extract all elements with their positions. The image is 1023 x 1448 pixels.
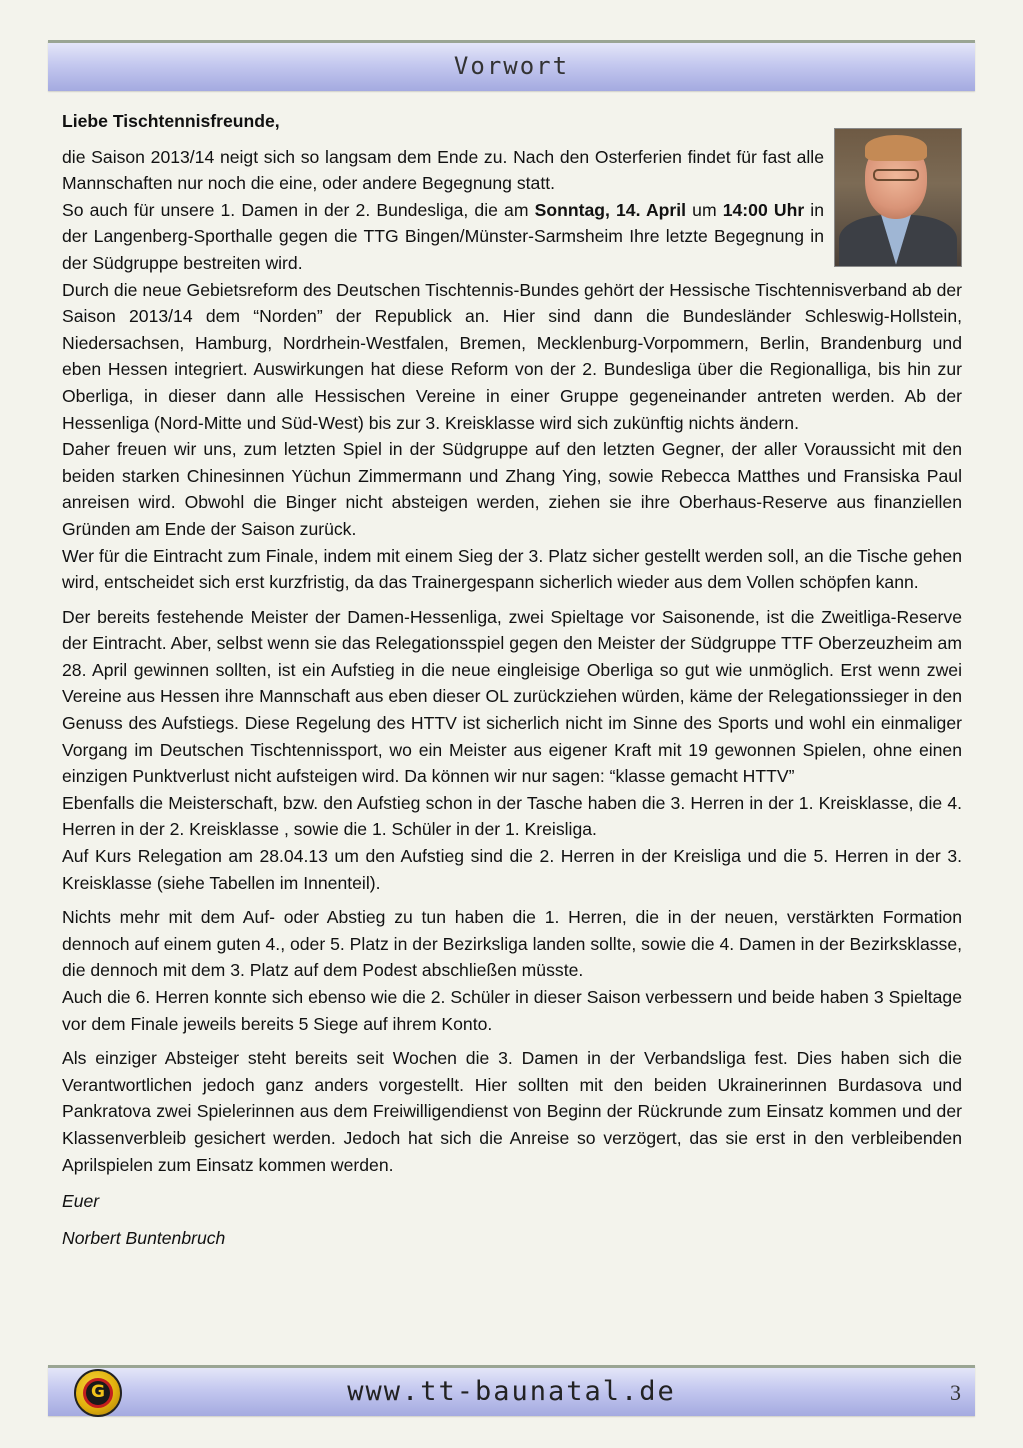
greeting: Liebe Tischtennisfreunde,	[62, 111, 280, 131]
paragraph-relegated: Als einziger Absteiger steht bereits seit Wochen die 3. Damen in der Verbandsliga fest. Dies haben sich die Verantwortlichen jedoch ganz anders vorgestellt. Hier sollten mit den beiden Ukrainerinnen Burdasova und Pankratova zwei Spielerinnen aus dem Freiwilligendienst von Beginn der Rückrunde zum Einsatz kommen und der Klassenverbleib gesichert werden. Jedoch hat sich die Anreise so verzögert, das sie erst in den verbleibenden Aprilspielen zum Einsatz kommen werden.	[62, 1048, 962, 1175]
page-number: 3	[950, 1380, 961, 1405]
portrait-photo	[834, 128, 962, 267]
paragraph-opponent: Daher freuen wir uns, zum letzten Spiel in der Südgruppe auf den letzten Gegner, der aller Voraussicht mit den beiden starken Chinesinnen Yüchun Zimmermann und Zhang Ying, sowie Rebecca Matthes und Fransiska Paul anreisen wird. Obwohl die Binger nicht absteigen werden, ziehen sie ihre Oberhaus-Reserve aus finanziellen Gründen am Ende der Saison zurück.	[62, 439, 962, 539]
closing: Euer	[62, 1191, 100, 1212]
photo-hair	[865, 135, 927, 161]
time-highlight: 14:00 Uhr	[722, 199, 805, 220]
page-title: Vorwort	[453, 52, 570, 80]
text-run: So auch für unsere 1. Damen in der 2. Bundesliga, die am	[62, 199, 535, 220]
text-run: in der Langenberg-Sporthalle gegen die TTG Bingen/Münster-Sarmsheim Ihre letzte Begegnung in der Südgruppe bestreiten wird.	[62, 199, 824, 273]
website-url[interactable]: www.tt-baunatal.de	[347, 1376, 676, 1407]
paragraph-finale: Wer für die Eintracht zum Finale, indem mit einem Sieg der 3. Platz sicher gestellt werden soll, an die Tische gehen wird, entscheidet sich erst kurzfristig, da das Trainergespann sicherlich wieder aus dem Vollen schöpfen kann.	[62, 545, 962, 593]
footer-bar	[48, 1365, 975, 1416]
logo-letter: G	[91, 1382, 105, 1402]
paragraph-championship: Ebenfalls die Meisterschaft, bzw. den Aufstieg schon in der Tasche haben die 3. Herren in der 1. Kreisklasse, die 4. Herren in der 2. Kreisklasse , sowie die 1. Schüler in der 1. Kreisliga.	[62, 792, 962, 840]
photo-glasses	[873, 169, 919, 181]
paragraph-improvement: Auch die 6. Herren konnte sich ebenso wie die 2. Schüler in dieser Saison verbessern und beide haben 3 Spieltage vor dem Finale jeweils bereits 5 Siege auf ihrem Konto.	[62, 987, 962, 1034]
paragraph-bundesliga	[62, 197, 962, 277]
paragraph-midtable: Nichts mehr mit dem Auf- oder Abstieg zu tun haben die 1. Herren, die in der neuen, verstärkten Formation dennoch auf einem guten 4., oder 5. Platz in der Bezirksliga landen sollte, sowie die 4. Damen in der Bezirksklasse, die dennoch mit dem 3. Platz auf dem Podest abschließen müsste.	[62, 907, 962, 981]
paragraph-intro: die Saison 2013/14 neigt sich so langsam dem Ende zu. Nach den Osterferien findet für fast alle Mannschaften nur noch die eine, oder andere Begegnung statt.	[62, 146, 824, 194]
header-bar	[48, 40, 975, 91]
paragraph-relegation: Auf Kurs Relegation am 28.04.13 um den Aufstieg sind die 2. Herren in der Kreisliga und die 5. Herren in der 3. Kreisklasse (siehe Tabellen im Innenteil).	[62, 846, 962, 893]
signature: Norbert Buntenbruch	[62, 1227, 226, 1248]
paragraph-reform: Durch die neue Gebietsreform des Deutschen Tischtennis-Bundes gehört der Hessische Tischtennisverband ab der Saison 2013/14 dem “Norden” der Republick an. Hier sind dann die Bundesländer Schleswig-Hollstein, Niedersachsen, Hamburg, Nordrhein-Westfalen, Bremen, Mecklenburg-Vorpommern, Berlin, Brandenburg und eben Hessen integriert. Auswirkungen hat diese Reform von der 2. Bundesliga über die Regionalliga, bis hin zur Oberliga, in dieser dann alle Hessischen Vereine in einer Gruppe gegeneinander antreten werden. Ab der Hessenliga (Nord-Mitte und Süd-West) bis zur 3. Kreisklasse wird sich zukünftig nichts ändern.	[62, 279, 962, 433]
article-body	[62, 108, 962, 1251]
text-run: um	[686, 199, 723, 220]
date-highlight: Sonntag, 14. April	[534, 199, 687, 220]
paragraph-hessenliga: Der bereits festehende Meister der Damen-Hessenliga, zwei Spieltage vor Saisonende, ist die Zweitliga-Reserve der Eintracht. Aber, selbst wenn sie das Relegationsspiel gegen den Meister der Südgruppe TTF Oberzeuzheim am 28. April gewinnen sollten, ist ein Aufstieg in die neue eingleisige Oberliga so gut wie unmöglich. Erst wenn zwei Vereine aus Hessen ihre Mannschaft aus eben dieser OL zurückziehen würden, käme der Relegationssieger in den Genuss des Aufstiegs. Diese Regelung des HTTV ist sicherlich nicht im Sinne des Sports und wohl ein einmaliger Vorgang im Deutschen Tischtennissport, wo ein Meister aus eigener Kraft mit 19 gewonnen Spielen, ohne einen einzigen Punktverlust nicht aufsteigen wird. Da können wir nur sagen: “klasse gemacht HTTV”	[62, 606, 962, 787]
